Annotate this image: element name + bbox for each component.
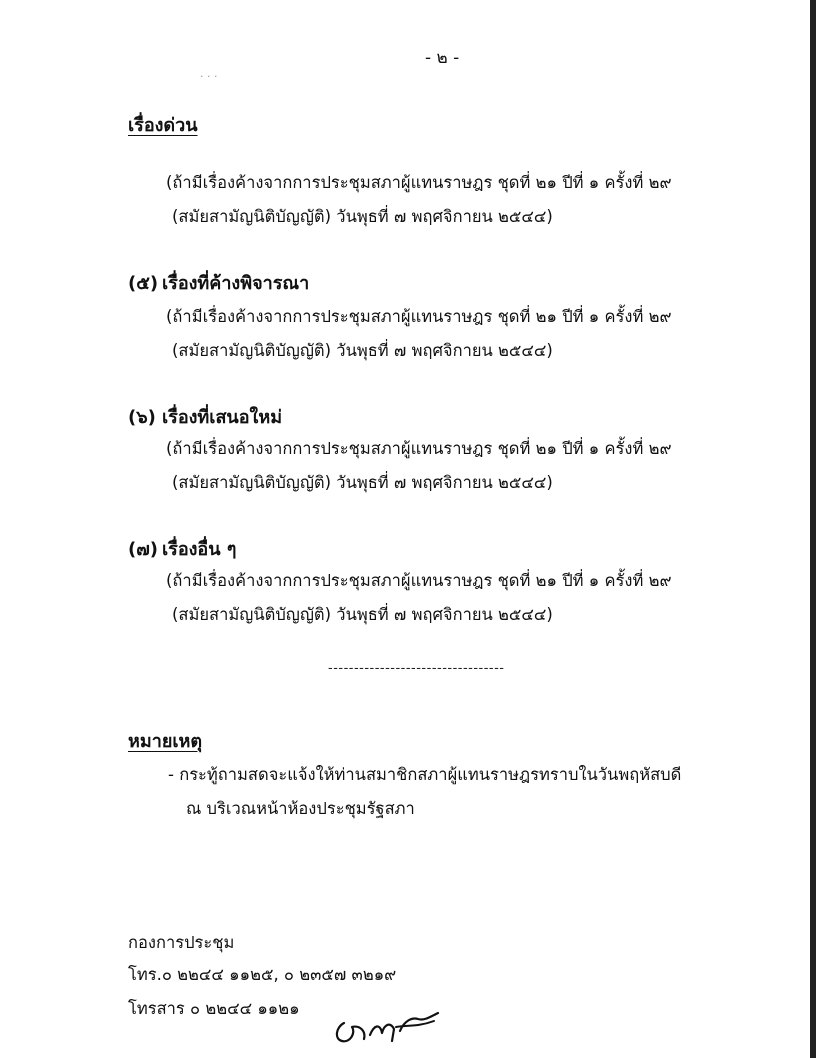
section-5-title: เรื่องที่ค้างพิจารณา	[162, 273, 310, 294]
separator-line: ----------------------------------	[328, 661, 505, 676]
handwritten-signature	[330, 1005, 445, 1053]
scan-edge	[810, 0, 816, 1058]
urgent-line-2: (สมัยสามัญนิติบัญญัติ) วันพุธที่ ๗ พฤศจิกายน ๒๕๔๔)	[172, 207, 553, 226]
section-7-title: เรื่องอื่น ๆ	[162, 539, 237, 560]
section-5-line-1: (ถ้ามีเรื่องค้างจากการประชุมสภาผู้แทนราษฎร ชุดที่ ๒๑ ปีที่ ๑ ครั้งที่ ๒๙	[166, 307, 672, 326]
note-line-1: - กระทู้ถามสดจะแจ้งให้ท่านสมาชิกสภาผู้แทนราษฎรทราบในวันพฤหัสบดี	[168, 765, 682, 784]
scan-speck: · · ·	[200, 70, 218, 83]
urgent-heading: เรื่องด่วน	[128, 115, 198, 136]
section-6-line-1: (ถ้ามีเรื่องค้างจากการประชุมสภาผู้แทนราษฎร ชุดที่ ๒๑ ปีที่ ๑ ครั้งที่ ๒๙	[166, 439, 672, 458]
section-6-title: เรื่องที่เสนอใหม่	[162, 407, 283, 428]
section-7-line-2: (สมัยสามัญนิติบัญญัติ) วันพุธที่ ๗ พฤศจิกายน ๒๕๔๔)	[172, 605, 553, 624]
section-5-line-2: (สมัยสามัญนิติบัญญัติ) วันพุธที่ ๗ พฤศจิกายน ๒๕๔๔)	[172, 341, 553, 360]
urgent-line-1: (ถ้ามีเรื่องค้างจากการประชุมสภาผู้แทนราษฎร ชุดที่ ๒๑ ปีที่ ๑ ครั้งที่ ๒๙	[166, 173, 672, 192]
section-7-line-1: (ถ้ามีเรื่องค้างจากการประชุมสภาผู้แทนราษฎร ชุดที่ ๒๑ ปีที่ ๑ ครั้งที่ ๒๙	[166, 571, 672, 590]
section-6-number: (๖)	[128, 407, 156, 428]
note-line-2: ณ บริเวณหน้าห้องประชุมรัฐสภา	[186, 799, 415, 818]
footer-fax: โทรสาร ๐ ๒๒๔๔ ๑๑๒๑	[128, 999, 300, 1018]
note-heading: หมายเหตุ	[128, 731, 203, 752]
page-number: - ๒ -	[425, 48, 460, 68]
section-6-line-2: (สมัยสามัญนิติบัญญัติ) วันพุธที่ ๗ พฤศจิกายน ๒๕๔๔)	[172, 473, 553, 492]
footer-phone: โทร.๐ ๒๒๔๔ ๑๑๒๕, ๐ ๒๓๕๗ ๓๒๑๙	[128, 965, 397, 984]
footer-office: กองการประชุม	[128, 933, 235, 952]
section-5-number: (๕)	[128, 273, 159, 294]
section-7-number: (๗)	[128, 539, 158, 560]
